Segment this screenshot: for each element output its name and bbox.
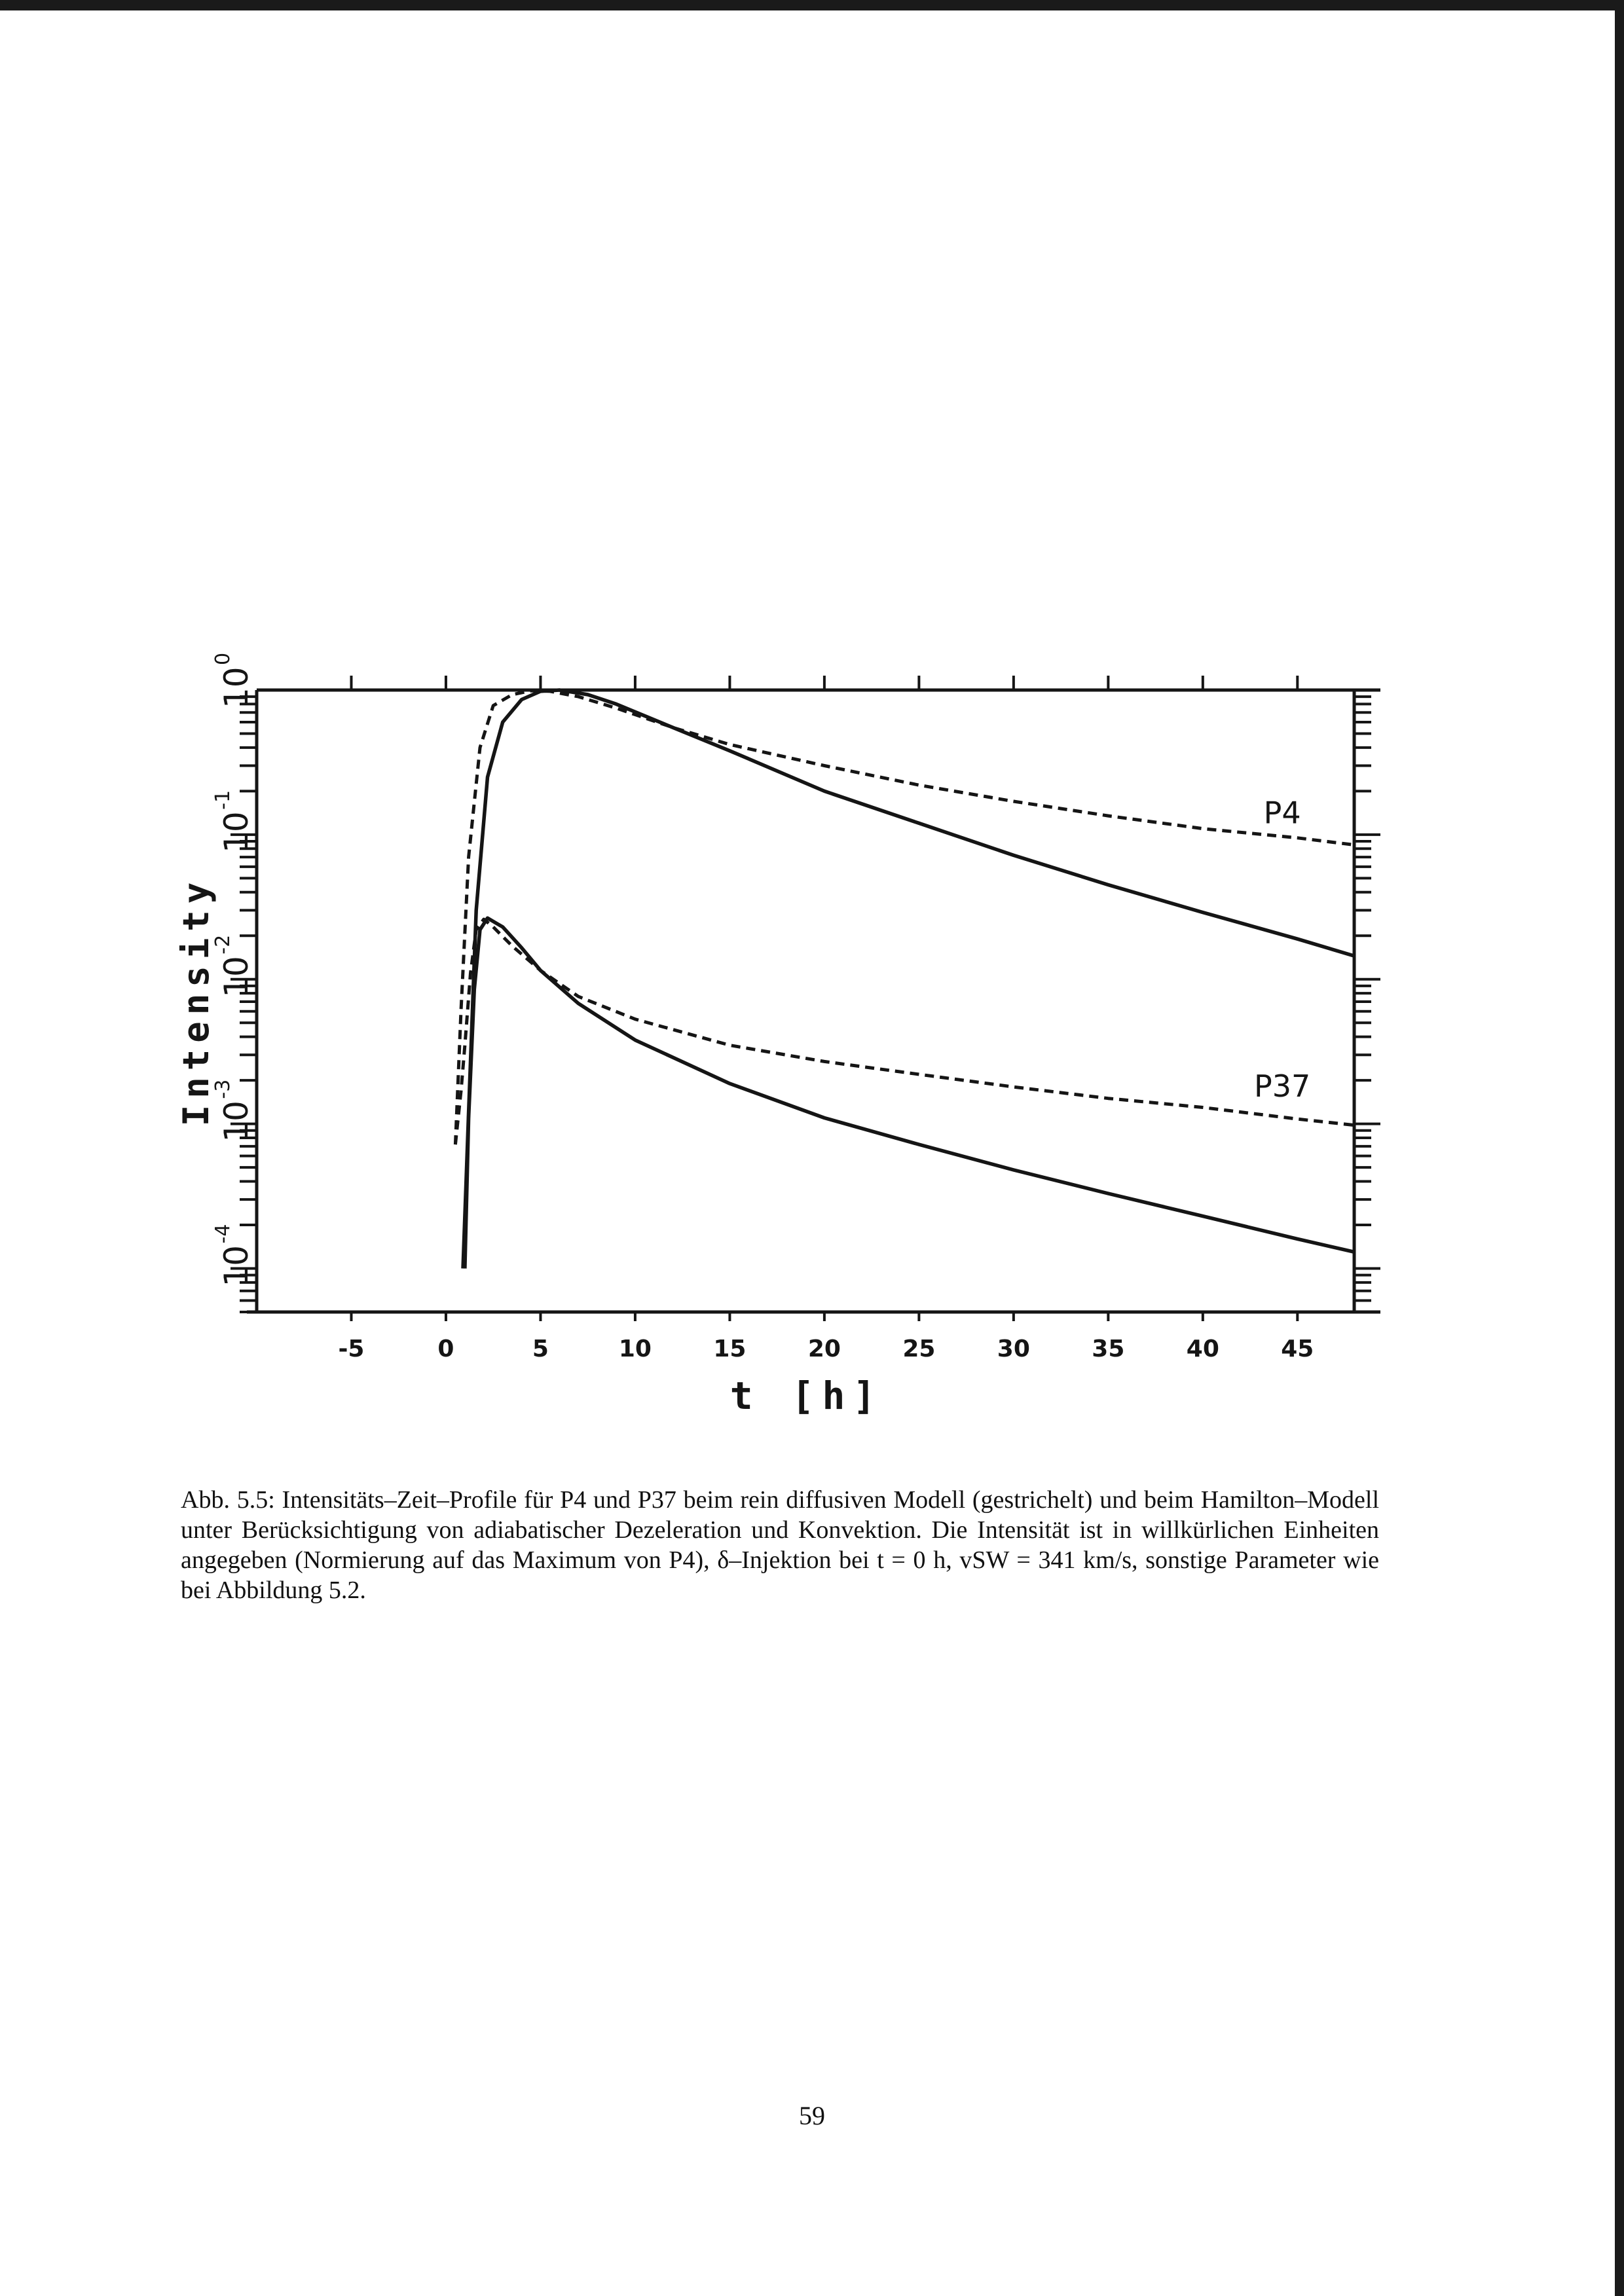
- y-tick-label: [212, 935, 255, 998]
- x-tick-label: 45: [1281, 1336, 1314, 1362]
- figure-caption: [181, 1485, 1379, 1605]
- y-tick-label-base: 10: [217, 811, 255, 853]
- y-tick-label-base: 10: [217, 666, 255, 708]
- x-tick-label: 35: [1092, 1336, 1125, 1362]
- x-tick-label: 40: [1186, 1336, 1219, 1362]
- x-axis-title: t [h]: [729, 1374, 884, 1418]
- x-tick-label: 20: [807, 1336, 841, 1362]
- series-line-p37-dashed: [455, 919, 1354, 1144]
- y-tick-label-base: 10: [217, 1245, 255, 1287]
- y-tick-label: [212, 1080, 255, 1142]
- caption-text: Intensitäts–Zeit–Profile für P4 und P37 beim rein diffusiven Modell (gestrichelt) und beim Hamilton–Modell unter Berücksichtigung von adiabatischer Dezeleration und Konvektion. Die Intensität ist in willkürlichen Einheiten angegeben (Normierung auf das Maximum von P4), δ–Injektion bei t = 0 h, vSW = 341 km/s, sonstige Parameter wie bei Abbildung 5.2.: [181, 1486, 1380, 1604]
- page-number: 59: [799, 2101, 825, 2130]
- x-tick-label: 25: [902, 1336, 936, 1362]
- caption-prefix: Abb. 5.5:: [181, 1486, 282, 1514]
- y-tick-label: [212, 1224, 255, 1287]
- y-tick-label-exponent: -4: [212, 1224, 234, 1244]
- x-tick-label: 30: [997, 1336, 1030, 1362]
- series-line-p4-solid: [463, 690, 1354, 1269]
- x-tick-label: -5: [338, 1336, 365, 1362]
- curve-label-p4: P4: [1263, 795, 1301, 831]
- y-tick-label-exponent: -1: [212, 790, 234, 810]
- chart-series: [455, 690, 1354, 1269]
- chart-ticks: [231, 676, 1380, 1321]
- y-tick-label: [212, 790, 255, 853]
- x-tick-label: 0: [437, 1336, 454, 1362]
- chart-labels: [175, 653, 1314, 1418]
- y-tick-label-exponent: -3: [212, 1079, 234, 1099]
- x-tick-label: 10: [618, 1336, 652, 1362]
- y-tick-label-exponent: 0: [212, 652, 234, 665]
- y-tick-label: [212, 653, 255, 708]
- y-tick-label-exponent: -2: [212, 934, 234, 955]
- x-tick-label: 15: [713, 1336, 747, 1362]
- y-tick-label-base: 10: [217, 956, 255, 998]
- y-axis-title: Intensity: [175, 875, 217, 1127]
- y-tick-label-base: 10: [217, 1101, 255, 1142]
- x-tick-label: 5: [532, 1336, 549, 1362]
- series-line-p37-solid: [465, 918, 1354, 1268]
- curve-label-p37: P37: [1254, 1068, 1311, 1104]
